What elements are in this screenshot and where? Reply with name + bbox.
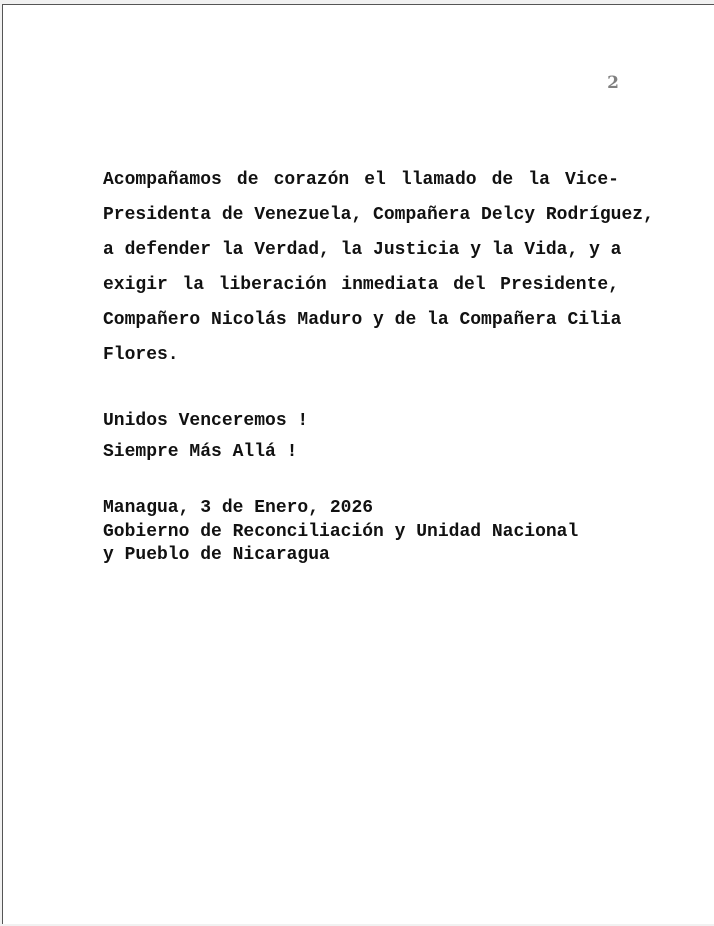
paragraph-line: Acompañamos de corazón el llamado de la Vice- xyxy=(103,170,619,190)
slogan-line: Siempre Más Allá ! xyxy=(103,442,298,462)
slogans xyxy=(103,409,308,471)
paragraph-line: Compañero Nicolás Maduro y de la Compañera Cilia xyxy=(103,310,622,330)
paragraph-line: a defender la Verdad, la Justicia y la Vida, y a xyxy=(103,240,622,260)
body-paragraph xyxy=(103,168,654,378)
slogan-line: Unidos Venceremos ! xyxy=(103,411,309,431)
paragraph-line: Presidenta de Venezuela, Compañera Delcy Rodríguez, xyxy=(103,205,654,225)
page-number: 2 xyxy=(607,73,619,93)
paragraph-line: exigir la liberación inmediata del Presidente, xyxy=(103,275,619,295)
issuer-line: Gobierno de Reconciliación y Unidad Nacional xyxy=(103,521,579,542)
paragraph-line: Flores. xyxy=(103,345,179,365)
document-page xyxy=(2,4,714,924)
issuer-line: y Pueblo de Nicaragua xyxy=(103,545,330,565)
signature-block xyxy=(103,497,578,568)
place-date: Managua, 3 de Enero, 2026 xyxy=(103,498,374,518)
